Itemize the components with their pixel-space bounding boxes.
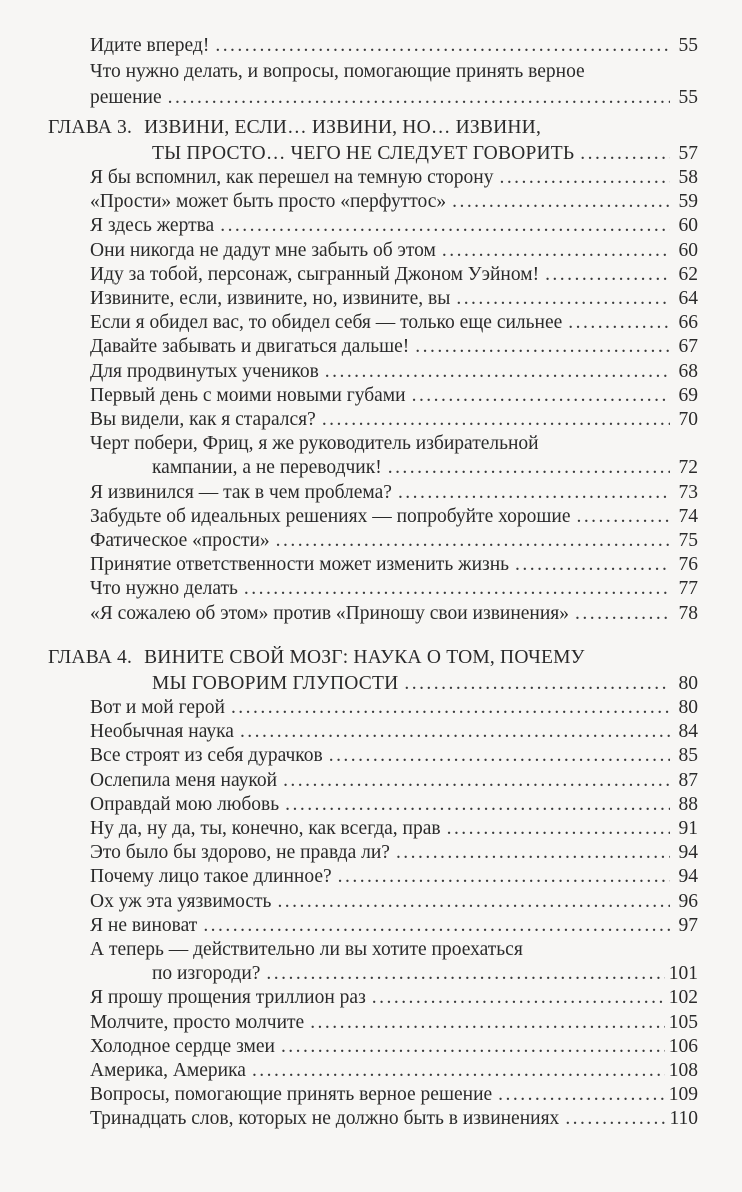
toc-entry-page: 80 bbox=[678, 697, 698, 718]
toc-entry-page: 108 bbox=[668, 1060, 698, 1081]
toc-entry-title: Фатическое «прости» bbox=[90, 530, 270, 551]
toc-entry-title: Молчите, просто молчите bbox=[90, 1011, 305, 1033]
toc-entry-title: кампании, а не переводчик! bbox=[152, 457, 382, 479]
toc-entry-page: 75 bbox=[678, 530, 698, 551]
toc-entry-title: Необычная наука bbox=[90, 721, 234, 743]
toc-entry bbox=[90, 793, 698, 817]
toc-entry-title: решение bbox=[90, 87, 162, 108]
dot-leader bbox=[388, 456, 670, 480]
toc-entry-title: Они никогда не дадут мне забыть об этом bbox=[90, 239, 436, 261]
chapter-heading-cont bbox=[152, 672, 698, 696]
dot-leader bbox=[281, 1035, 665, 1059]
toc-entry-title: «Я сожалею об этом» против «Приношу свои извинения» bbox=[90, 602, 570, 624]
dot-leader bbox=[266, 962, 664, 986]
dot-leader bbox=[372, 986, 665, 1010]
dot-leader bbox=[545, 263, 670, 287]
toc-entry-page: 70 bbox=[678, 409, 698, 430]
chapter-heading-cont bbox=[152, 142, 698, 166]
toc-entry-title: Ну да, ну да, ты, конечно, как всегда, прав bbox=[90, 818, 441, 839]
toc-entry-page: 73 bbox=[678, 481, 698, 503]
toc-entry bbox=[90, 1011, 698, 1035]
toc-entry-page: 87 bbox=[678, 769, 698, 791]
toc-entry bbox=[90, 1107, 698, 1131]
toc-entry-title: Тринадцать слов, которых не должно быть в извинениях bbox=[90, 1108, 560, 1130]
toc-entry bbox=[90, 481, 698, 505]
dot-leader bbox=[325, 360, 670, 384]
toc-entry-page: 68 bbox=[678, 360, 698, 382]
toc-entry-title: Принятие ответственности может изменить жизнь bbox=[90, 554, 510, 576]
toc-entry-page: 96 bbox=[678, 890, 698, 912]
toc-entry-title: Я здесь жертва bbox=[90, 215, 215, 237]
dot-leader bbox=[396, 841, 670, 865]
toc-entry bbox=[90, 1059, 698, 1083]
toc-entry-title: Давайте забывать и двигаться дальше! bbox=[90, 336, 410, 358]
toc-entry bbox=[90, 505, 698, 529]
dot-leader bbox=[568, 311, 670, 335]
toc-entry bbox=[90, 865, 698, 889]
dot-leader bbox=[244, 577, 670, 601]
toc-entry bbox=[90, 696, 698, 720]
toc-entry bbox=[90, 1035, 698, 1059]
toc-entry-title: Я прошу прощения триллион раз bbox=[90, 987, 366, 1009]
chapter-title: ИЗВИНИ, ЕСЛИ… ИЗВИНИ, НО… ИЗВИНИ, bbox=[144, 117, 542, 138]
toc-entry-title: Черт побери, Фриц, я же руководитель избирательной bbox=[90, 433, 539, 455]
dot-leader bbox=[252, 1059, 665, 1083]
toc-entry bbox=[90, 335, 698, 359]
toc-entry bbox=[90, 384, 698, 408]
toc-entry-page: 60 bbox=[678, 215, 698, 237]
dot-leader bbox=[329, 744, 670, 768]
dot-leader bbox=[220, 214, 670, 238]
toc-entry-title: Я бы вспомнил, как перешел на темную сторону bbox=[90, 167, 494, 188]
toc-entry bbox=[90, 914, 698, 938]
toc-entry-title: А теперь — действительно ли вы хотите проехаться bbox=[90, 939, 523, 960]
toc-entry-page: 55 bbox=[678, 87, 698, 108]
chapter-page: 80 bbox=[678, 673, 698, 694]
toc-entry-page: 91 bbox=[678, 818, 698, 839]
toc-entry-title: Вопросы, помогающие принять верное решение bbox=[90, 1084, 493, 1106]
toc-entry bbox=[90, 1083, 698, 1107]
toc-entry-cont bbox=[90, 86, 698, 110]
toc-entry-title: Холодное сердце змеи bbox=[90, 1035, 275, 1057]
dot-leader bbox=[231, 696, 670, 720]
toc-entry-title: Вы видели, как я старался? bbox=[90, 409, 316, 430]
dot-leader bbox=[499, 166, 670, 190]
chapter-label: ГЛАВА 3. bbox=[48, 117, 133, 138]
chapter-title: МЫ ГОВОРИМ ГЛУПОСТИ bbox=[152, 673, 399, 694]
toc-entry-page: 110 bbox=[669, 1108, 698, 1130]
dot-leader bbox=[498, 1083, 665, 1107]
toc-entry-page: 78 bbox=[678, 602, 698, 624]
toc-entry-title: Я не виноват bbox=[90, 914, 198, 936]
dot-leader bbox=[576, 505, 670, 529]
toc-entry-page: 106 bbox=[668, 1035, 698, 1057]
toc-entry-page: 94 bbox=[678, 866, 698, 888]
toc-entry-title: Что нужно делать bbox=[90, 578, 238, 600]
toc-entry-title: Извините, если, извините, но, извините, вы bbox=[90, 288, 451, 309]
chapter-label: ГЛАВА 4. bbox=[48, 647, 133, 668]
toc-entry bbox=[90, 938, 698, 962]
dot-leader bbox=[285, 793, 670, 817]
toc-entry-title: Все строят из себя дурачков bbox=[90, 745, 323, 767]
toc-entry bbox=[90, 432, 698, 456]
toc-entry-title: «Прости» может быть просто «перфуттос» bbox=[90, 191, 447, 213]
toc-entry-cont bbox=[152, 962, 698, 986]
toc-entry-page: 59 bbox=[678, 191, 698, 213]
chapter-title: ВИНИТЕ СВОЙ МОЗГ: НАУКА О ТОМ, ПОЧЕМУ bbox=[144, 647, 585, 668]
chapter-heading bbox=[48, 646, 698, 670]
toc-entry-page: 85 bbox=[678, 745, 698, 767]
toc-entry-title: Вот и мой герой bbox=[90, 697, 225, 718]
dot-leader bbox=[398, 481, 670, 505]
toc-entry-page: 84 bbox=[678, 721, 698, 743]
toc-entry-title: Идите вперед! bbox=[90, 35, 210, 56]
dot-leader bbox=[276, 529, 670, 553]
toc-entry-page: 101 bbox=[668, 963, 698, 985]
dot-leader bbox=[203, 914, 670, 938]
dot-leader bbox=[565, 1107, 665, 1131]
toc-entry-title: Что нужно делать, и вопросы, помогающие принять верное bbox=[90, 61, 585, 82]
toc-entry bbox=[90, 408, 698, 432]
toc-entry bbox=[90, 529, 698, 553]
toc-entry-page: 88 bbox=[678, 793, 698, 815]
toc-entry-title: Почему лицо такое длинное? bbox=[90, 866, 332, 888]
dot-leader bbox=[338, 865, 670, 889]
toc-entry-page: 60 bbox=[678, 239, 698, 261]
toc-entry-page: 55 bbox=[678, 35, 698, 56]
toc-entry bbox=[90, 553, 698, 577]
dot-leader bbox=[168, 86, 670, 110]
dot-leader bbox=[456, 287, 670, 311]
toc-entry bbox=[90, 720, 698, 744]
toc-entry-page: 97 bbox=[678, 914, 698, 936]
toc-entry bbox=[90, 311, 698, 335]
toc-entry bbox=[90, 841, 698, 865]
toc-entry bbox=[90, 166, 698, 190]
toc-entry bbox=[90, 360, 698, 384]
toc-entry-page: 69 bbox=[678, 384, 698, 406]
toc-entry-page: 94 bbox=[678, 842, 698, 864]
dot-leader bbox=[240, 720, 670, 744]
toc-entry-title: Это было бы здорово, не правда ли? bbox=[90, 842, 390, 864]
toc-entry-title: Ослепила меня наукой bbox=[90, 769, 278, 791]
toc-entry-cont bbox=[152, 456, 698, 480]
toc-entry-title: Ох уж эта уязвимость bbox=[90, 890, 272, 912]
toc-entry bbox=[90, 817, 698, 841]
toc-entry bbox=[90, 602, 698, 626]
toc-entry bbox=[90, 769, 698, 793]
chapter-title: ТЫ ПРОСТО… ЧЕГО НЕ СЛЕДУЕТ ГОВОРИТЬ bbox=[152, 143, 575, 164]
dot-leader bbox=[310, 1011, 665, 1035]
dot-leader bbox=[452, 190, 670, 214]
toc-entry-title: Первый день с моими новыми губами bbox=[90, 384, 406, 406]
toc-entry-page: 105 bbox=[668, 1011, 698, 1033]
toc-entry-page: 64 bbox=[678, 288, 698, 309]
dot-leader bbox=[515, 553, 670, 577]
toc-entry-page: 67 bbox=[678, 336, 698, 358]
toc-entry-page: 62 bbox=[678, 263, 698, 285]
toc-entry-title: Оправдай мою любовь bbox=[90, 793, 280, 815]
toc-entry-title: Забудьте об идеальных решениях — попробуйте хорошие bbox=[90, 505, 571, 527]
dot-leader bbox=[575, 602, 670, 626]
toc-entry bbox=[90, 263, 698, 287]
toc-entry bbox=[90, 214, 698, 238]
dot-leader bbox=[412, 384, 670, 408]
toc-entry bbox=[90, 744, 698, 768]
toc-entry-page: 58 bbox=[678, 167, 698, 188]
toc-entry bbox=[90, 287, 698, 311]
toc-entry-title: Для продвинутых учеников bbox=[90, 360, 319, 382]
toc-entry-page: 77 bbox=[678, 578, 698, 600]
toc-entry-title: Америка, Америка bbox=[90, 1060, 246, 1081]
dot-leader bbox=[404, 672, 670, 696]
toc-entry-page: 109 bbox=[668, 1084, 698, 1106]
toc-entry bbox=[90, 986, 698, 1010]
dot-leader bbox=[580, 142, 670, 166]
toc-entry bbox=[90, 577, 698, 601]
toc-entry-page: 72 bbox=[678, 457, 698, 479]
toc-entry bbox=[90, 190, 698, 214]
dot-leader bbox=[415, 335, 670, 359]
toc-entry-page: 76 bbox=[678, 554, 698, 576]
toc-entry bbox=[90, 60, 698, 84]
toc-entry-title: Иду за тобой, персонаж, сыгранный Джоном Уэйном! bbox=[90, 263, 540, 285]
dot-leader bbox=[215, 34, 670, 58]
toc-entry-title: по изгороди? bbox=[152, 963, 261, 985]
dot-leader bbox=[283, 769, 670, 793]
toc-entry bbox=[90, 239, 698, 263]
toc-entry-page: 74 bbox=[678, 505, 698, 527]
dot-leader bbox=[447, 817, 670, 841]
toc-entry-page: 66 bbox=[678, 312, 698, 334]
dot-leader bbox=[442, 239, 670, 263]
toc-entry-page: 102 bbox=[668, 987, 698, 1009]
toc-entry-title: Если я обидел вас, то обидел себя — только еще сильнее bbox=[90, 312, 563, 334]
chapter-heading bbox=[48, 116, 698, 140]
toc-entry bbox=[90, 34, 698, 58]
dot-leader bbox=[322, 408, 670, 432]
toc-entry-title: Я извинился — так в чем проблема? bbox=[90, 481, 392, 503]
chapter-page: 57 bbox=[678, 143, 698, 164]
toc-entry bbox=[90, 890, 698, 914]
dot-leader bbox=[277, 890, 670, 914]
